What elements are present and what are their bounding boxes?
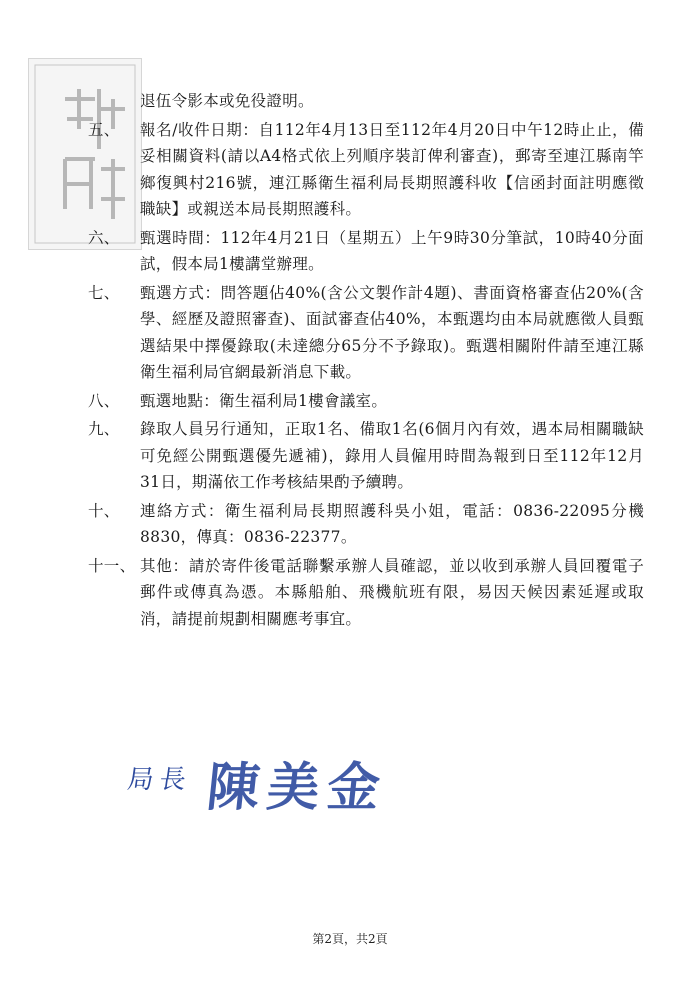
item-text: 甄選地點：衛生福利局1樓會議室。 — [140, 391, 388, 410]
document-body — [88, 88, 644, 634]
list-item — [88, 280, 644, 386]
item-number: 八、 — [88, 391, 120, 410]
item-text: 連絡方式：衛生福利局長期照護科吳小姐，電話：0836-22095分機8830，傳真：0836-22377。 — [140, 501, 644, 546]
list-item — [88, 388, 644, 415]
item-number: 十一、 — [88, 556, 136, 575]
list-item — [88, 225, 644, 278]
item-text: 甄選時間：112年4月21日（星期五）上午9時30分筆試，10時40分面試，假本局1樓講堂辦理。 — [140, 228, 644, 273]
item-text: 報名/收件日期：自112年4月13日至112年4月20日中午12時止止，備妥相關資料(請以A4格式依上列順序裝訂俾利審查)，郵寄至連江縣南竿鄉復興村216號，連江縣衛生福利局長期照護科收【信函封面註明應徵職缺】或親送本局長期照護科。 — [140, 120, 644, 218]
list-item — [88, 498, 644, 551]
list-item — [88, 416, 644, 496]
item-number: 十、 — [88, 501, 120, 520]
item-number: 七、 — [88, 283, 120, 302]
intro-line: 退伍令影本或免役證明。 — [140, 92, 314, 110]
item-text: 甄選方式：問答題佔40%(含公文製作計4題)、書面資格審查佔20%(含學、經歷及證照審查)、面試審查佔40%，本甄選均由本局就應徵人員甄選結果中擇優錄取(未達總分65分不予錄取)。甄選相關附件請至連江縣衛生福利局官網最新消息下載。 — [140, 283, 644, 381]
list-item — [88, 117, 644, 223]
item-number: 六、 — [88, 228, 120, 247]
item-number: 五、 — [88, 120, 120, 139]
list-item — [88, 553, 644, 633]
page-footer: 第2頁，共2頁 — [312, 932, 388, 946]
signature-title: 局長 — [125, 765, 194, 795]
director-signature-stamp — [125, 745, 428, 830]
item-number: 九、 — [88, 420, 120, 438]
item-text: 其他：請於寄件後電話聯繫承辦人員確認，並以收到承辦人員回覆電子郵件或傳真為憑。本縣船舶、飛機航班有限，易因天候因素延遲或取消，請提前規劃相關應考事宜。 — [140, 556, 644, 628]
item-text: 錄取人員另行通知，正取1名、備取1名(6個月內有效，遇本局相關職缺可免經公開甄選優先遞補)，錄用人員僱用時間為報到日至112年12月31日，期滿依工作考核結果酌予續聘。 — [140, 420, 644, 491]
signature-name: 陳美金 — [204, 757, 391, 818]
